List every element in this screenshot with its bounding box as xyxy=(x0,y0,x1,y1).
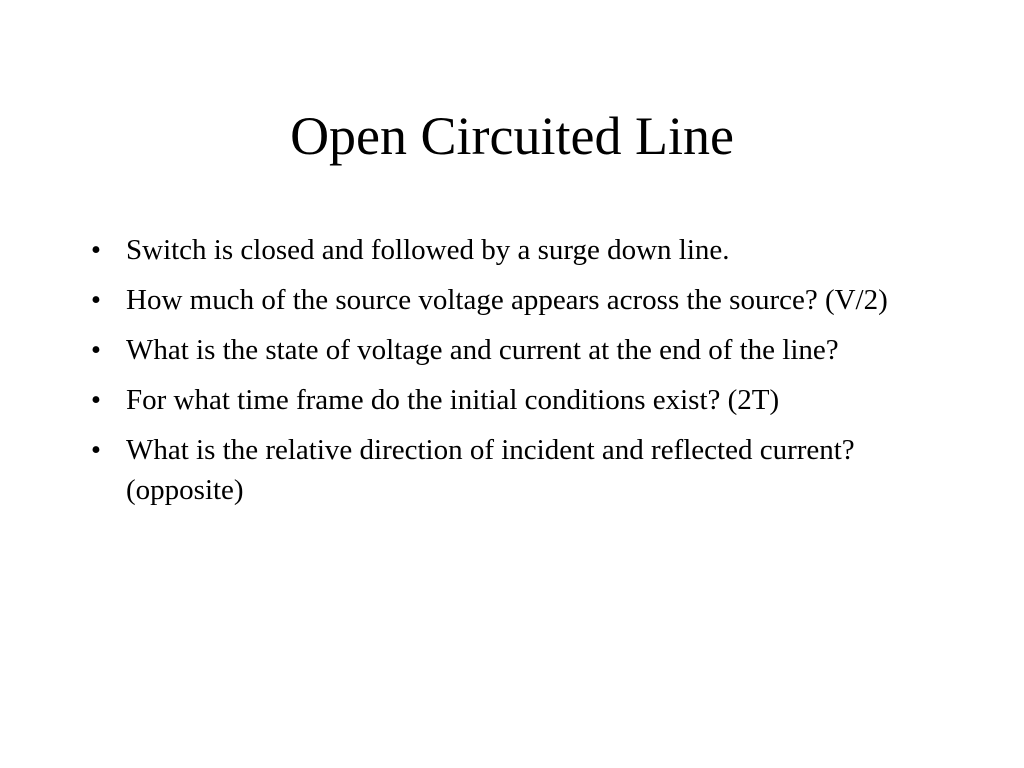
bullet-point-icon: • xyxy=(90,284,102,316)
bullet-list xyxy=(84,230,924,520)
bullet-point-icon: • xyxy=(90,234,102,266)
bullet-item xyxy=(84,230,924,270)
bullet-point-icon: • xyxy=(90,334,102,366)
slide-title: Open Circuited Line xyxy=(290,106,734,166)
bullet-item xyxy=(84,380,924,420)
bullet-point-icon: • xyxy=(90,434,102,466)
bullet-item xyxy=(84,330,924,370)
bullet-text: What is the state of voltage and current at the end of the line? xyxy=(126,334,839,366)
bullet-text: Switch is closed and followed by a surge down line. xyxy=(126,234,730,266)
bullet-point-icon: • xyxy=(90,384,102,416)
bullet-item xyxy=(84,280,924,320)
bullet-text: For what time frame do the initial conditions exist? (2T) xyxy=(126,384,780,416)
bullet-item xyxy=(84,430,924,510)
bullet-text: What is the relative direction of incident and reflected current?(opposite) xyxy=(126,434,855,506)
bullet-text: How much of the source voltage appears across the source? (V/2) xyxy=(126,284,888,316)
